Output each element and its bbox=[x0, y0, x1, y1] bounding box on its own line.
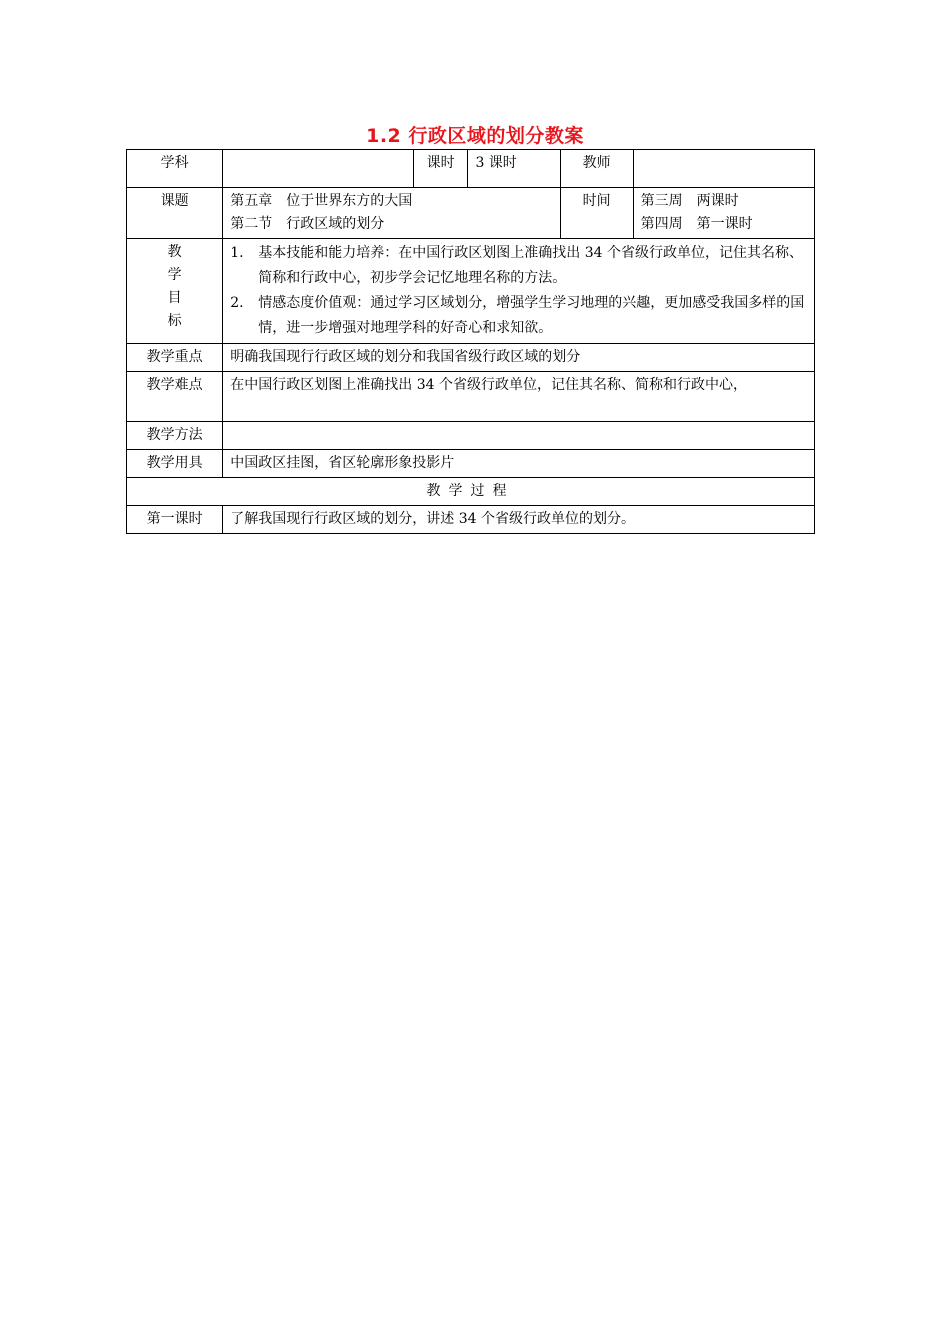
document-title: 1.2 行政区域的划分教案 bbox=[366, 125, 584, 147]
time-line-week4: 第四周 第一课时 bbox=[640, 216, 753, 232]
table-row-key-points bbox=[127, 344, 815, 372]
teacher-value bbox=[633, 150, 814, 188]
topic-line-section: 第二节 行政区域的划分 bbox=[230, 216, 385, 232]
objective-item bbox=[230, 241, 807, 291]
teacher-label: 教师 bbox=[560, 150, 633, 188]
objective-text: 情感态度价值观：通过学习区域划分，增强学生学习地理的兴趣，更加感受我国多样的国情，进一步增强对地理学科的好奇心和求知欲。 bbox=[258, 295, 805, 336]
objectives-label-char: 学 bbox=[167, 267, 182, 283]
objectives-label-char: 标 bbox=[167, 313, 182, 329]
objectives-label-char: 教 bbox=[167, 244, 182, 260]
table-row-methods bbox=[127, 422, 815, 450]
topic-label: 课题 bbox=[127, 188, 223, 239]
difficulties-value: 在中国行政区划图上准确找出 34 个省级行政单位，记住其名称、简称和行政中心， bbox=[223, 372, 815, 422]
table-row-subject bbox=[127, 150, 815, 188]
methods-value bbox=[223, 422, 815, 450]
table-row-tools bbox=[127, 450, 815, 478]
objective-number: 1. bbox=[230, 245, 244, 261]
objectives-label bbox=[127, 239, 223, 344]
tools-value: 中国政区挂图，省区轮廓形象投影片 bbox=[223, 450, 815, 478]
key-points-label: 教学重点 bbox=[127, 344, 223, 372]
lesson-plan-table bbox=[126, 149, 815, 534]
subject-value bbox=[223, 150, 413, 188]
table-row-topic bbox=[127, 188, 815, 239]
first-lesson-label: 第一课时 bbox=[127, 506, 223, 534]
methods-label: 教学方法 bbox=[127, 422, 223, 450]
time-line-week3: 第三周 两课时 bbox=[640, 193, 739, 209]
objective-number: 2. bbox=[230, 295, 244, 311]
process-heading: 教学过程 bbox=[127, 478, 815, 506]
difficulties-label: 教学难点 bbox=[127, 372, 223, 422]
hours-value: 3 课时 bbox=[468, 150, 560, 188]
tools-label: 教学用具 bbox=[127, 450, 223, 478]
objective-item bbox=[230, 291, 807, 341]
key-points-value: 明确我国现行行政区域的划分和我国省级行政区域的划分 bbox=[223, 344, 815, 372]
subject-label: 学科 bbox=[127, 150, 223, 188]
table-row-objectives bbox=[127, 239, 815, 344]
time-label: 时间 bbox=[560, 188, 633, 239]
topic-line-chapter: 第五章 位于世界东方的大国 bbox=[230, 193, 413, 209]
table-row-first-lesson bbox=[127, 506, 815, 534]
objectives-label-char: 目 bbox=[167, 290, 182, 306]
objectives-content bbox=[223, 239, 815, 344]
table-row-process-heading bbox=[127, 478, 815, 506]
objective-text: 基本技能和能力培养：在中国行政区划图上准确找出 34 个省级行政单位，记住其名称、简称和行政中心，初步学会记忆地理名称的方法。 bbox=[258, 245, 803, 286]
topic-value bbox=[223, 188, 560, 239]
hours-label: 课时 bbox=[413, 150, 468, 188]
table-row-difficulties bbox=[127, 372, 815, 422]
first-lesson-value: 了解我国现行行政区域的划分，讲述 34 个省级行政单位的划分。 bbox=[223, 506, 815, 534]
time-value bbox=[633, 188, 814, 239]
